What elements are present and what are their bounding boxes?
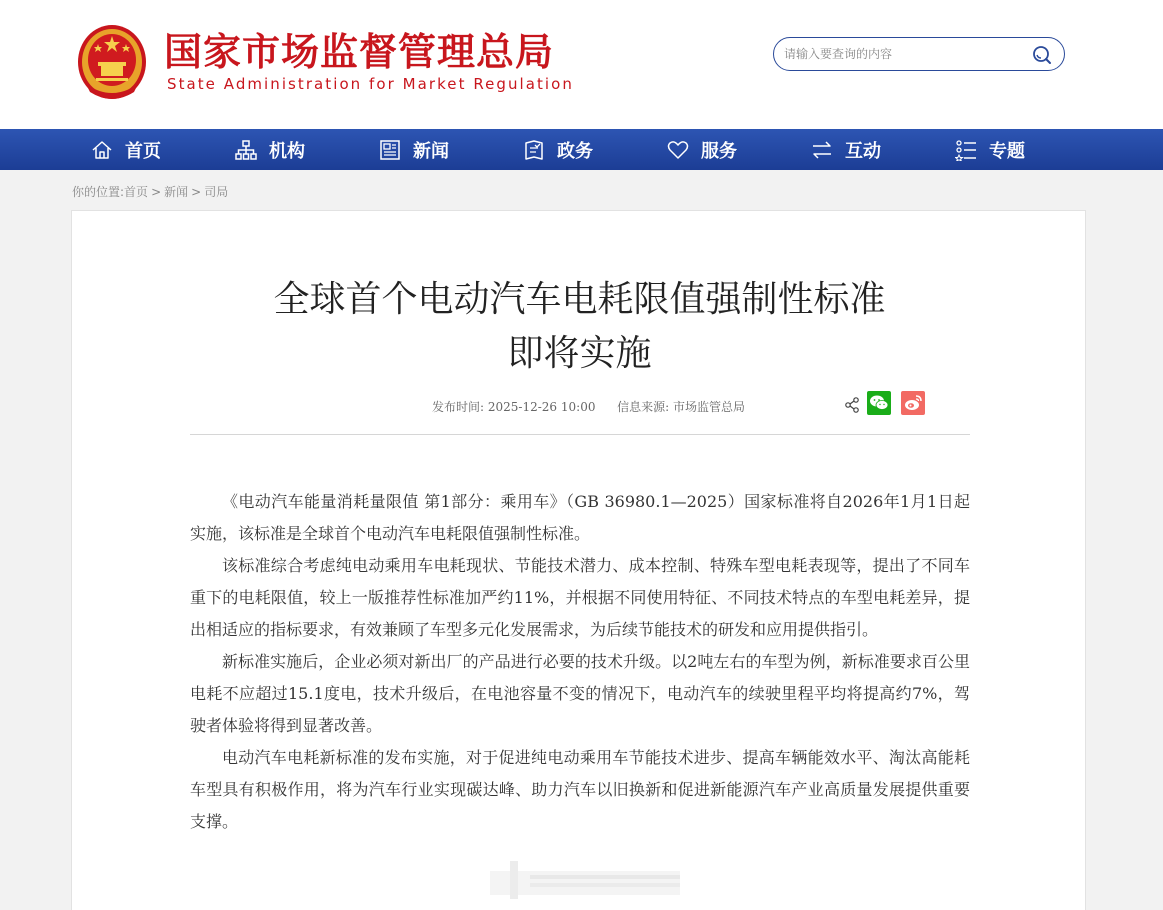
government-icon xyxy=(523,139,545,161)
national-emblem-icon[interactable] xyxy=(76,22,148,100)
wechat-icon xyxy=(867,391,891,415)
nav-label: 新闻 xyxy=(413,140,449,162)
article-title-line1: 全球首个电动汽车电耗限值强制性标准 xyxy=(273,279,886,320)
nav-item-news[interactable] xyxy=(379,129,449,170)
nav-item-topic[interactable] xyxy=(955,129,1025,170)
article-meta xyxy=(432,398,745,415)
meta-divider xyxy=(190,434,970,435)
wechat-share-button[interactable] xyxy=(867,391,891,415)
nav-label: 服务 xyxy=(701,140,737,162)
article-paragraph: 《电动汽车能量消耗量限值 第1部分：乘用车》（GB 36980.1—2025）国家标准将自2026年1月1日起实施，该标准是全球首个电动汽车电耗限值强制性标准。 xyxy=(190,492,970,543)
breadcrumb-bureau[interactable]: 司局 xyxy=(204,185,229,199)
breadcrumb-news[interactable]: 新闻 xyxy=(164,185,189,199)
nav-label: 专题 xyxy=(989,140,1025,162)
publish-label: 发布时间: xyxy=(432,400,485,414)
topic-list-icon xyxy=(955,139,977,161)
exchange-icon xyxy=(811,139,833,161)
home-icon xyxy=(91,139,113,161)
breadcrumb-separator: > xyxy=(191,185,202,199)
heart-icon xyxy=(667,139,689,161)
article-paragraph: 新标准实施后，企业必须对新出厂的产品进行必要的技术升级。以2吨左右的车型为例，新标准要求百公里电耗不应超过15.1度电，技术升级后，在电池容量不变的情况下，电动汽车的续驶里程平均将提高约7%，驾驶者体验将得到显著改善。 xyxy=(190,652,970,735)
article-paragraph: 电动汽车电耗新标准的发布实施，对于促进纯电动乘用车节能技术进步、提高车辆能效水平、淘汰高能耗车型具有积极作用，将为汽车行业实现碳达峰、助力汽车以旧换新和促进新能源汽车产业高质量发展提供重要支撑。 xyxy=(190,748,970,831)
breadcrumb-prefix: 你的位置: xyxy=(72,185,125,199)
logo-title-cn[interactable]: 国家市场监督管理总局 xyxy=(164,30,555,74)
nav-label: 机构 xyxy=(269,140,305,162)
nav-item-interact[interactable] xyxy=(811,129,881,170)
nav-item-org[interactable] xyxy=(235,129,305,170)
article-title-line2: 即将实施 xyxy=(507,333,652,374)
article-paragraph: 该标准综合考虑纯电动乘用车电耗现状、节能技术潜力、成本控制、特殊车型电耗表现等，提出了不同车重下的电耗限值，较上一版推荐性标准加严约11%，并根据不同使用特征、不同技术特点的车型电耗差异，提出相适应的指标要求，有效兼顾了车型多元化发展需求，为后续节能技术的研发和应用提供指引。 xyxy=(190,556,970,639)
article-title xyxy=(72,273,1087,381)
share-icon[interactable] xyxy=(844,397,860,413)
search-box xyxy=(773,37,1065,71)
publish-time: 2025-12-26 10:00 xyxy=(487,400,596,414)
search-icon[interactable] xyxy=(1032,45,1052,65)
breadcrumb-home[interactable]: 首页 xyxy=(124,185,149,199)
nav-label: 首页 xyxy=(125,140,161,162)
article-card xyxy=(71,210,1086,910)
weibo-share-button[interactable] xyxy=(901,391,925,415)
search-input[interactable] xyxy=(784,44,1024,64)
nav-item-service[interactable] xyxy=(667,129,737,170)
nav-label: 政务 xyxy=(557,140,593,162)
article-image xyxy=(490,861,680,899)
source-name: 市场监管总局 xyxy=(673,400,746,414)
site-header xyxy=(0,0,1163,129)
nav-label: 互动 xyxy=(845,140,881,162)
org-chart-icon xyxy=(235,139,257,161)
nav-item-gov[interactable] xyxy=(523,129,593,170)
main-nav xyxy=(0,129,1163,170)
nav-item-home[interactable] xyxy=(91,129,161,170)
source-label: 信息来源: xyxy=(617,400,670,414)
breadcrumb xyxy=(72,183,228,200)
article-body xyxy=(190,486,970,838)
weibo-icon xyxy=(901,391,925,415)
logo-title-en[interactable]: State Administration for Market Regulation xyxy=(167,75,574,93)
newspaper-icon xyxy=(379,139,401,161)
breadcrumb-separator: > xyxy=(151,185,162,199)
